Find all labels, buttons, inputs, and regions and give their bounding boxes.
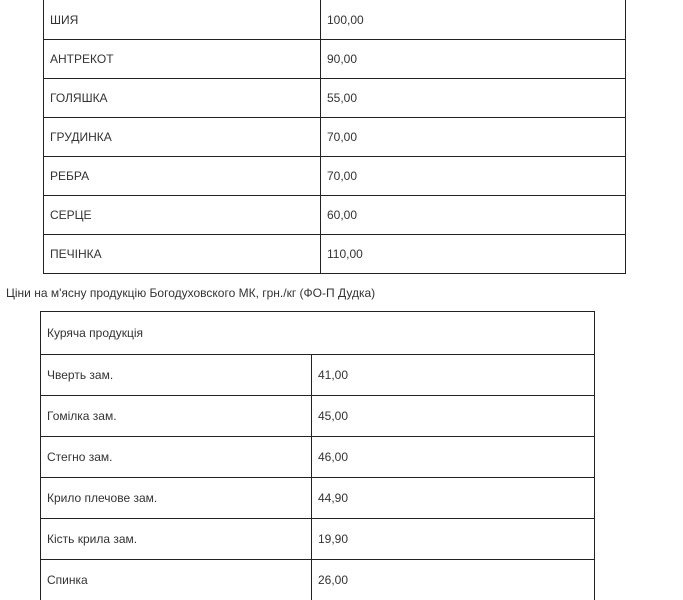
product-price-cell: 110,00	[321, 235, 626, 274]
chicken-products-header: Куряча продукція	[41, 312, 595, 355]
product-name-cell: ГРУДИНКА	[44, 118, 321, 157]
table-row	[44, 235, 626, 274]
product-name-cell: Крило плечове зам.	[41, 478, 312, 519]
beef-price-table	[43, 0, 626, 274]
product-price-cell: 70,00	[321, 118, 626, 157]
product-price-cell: 41,00	[312, 355, 595, 396]
table-row	[44, 0, 626, 40]
product-price-cell: 19,90	[312, 519, 595, 560]
price-list-caption: Ціни на м'ясну продукцію Богодуховского МК, грн./кг (ФО-П Дудка)	[6, 286, 376, 300]
table-row	[44, 40, 626, 79]
product-name-cell: Гомілка зам.	[41, 396, 312, 437]
product-name-cell: Кість крила зам.	[41, 519, 312, 560]
product-price-cell: 45,00	[312, 396, 595, 437]
product-name-cell: Спинка	[41, 560, 312, 600]
table-row	[41, 478, 595, 519]
product-price-cell: 70,00	[321, 157, 626, 196]
product-name-cell: АНТРЕКОТ	[44, 40, 321, 79]
table-row	[44, 157, 626, 196]
table-row	[44, 196, 626, 235]
product-price-cell: 55,00	[321, 79, 626, 118]
product-name-cell: Стегно зам.	[41, 437, 312, 478]
product-name-cell: ГОЛЯШКА	[44, 79, 321, 118]
table-row	[44, 79, 626, 118]
product-name-cell: ШИЯ	[44, 0, 321, 40]
product-price-cell: 46,00	[312, 437, 595, 478]
table-row	[41, 560, 595, 600]
product-price-cell: 100,00	[321, 0, 626, 40]
chicken-price-table	[40, 311, 595, 600]
product-name-cell: РЕБРА	[44, 157, 321, 196]
product-name-cell: Чверть зам.	[41, 355, 312, 396]
table-row	[41, 519, 595, 560]
product-price-cell: 26,00	[312, 560, 595, 600]
table-row	[44, 118, 626, 157]
table-row	[41, 437, 595, 478]
table-header-row	[41, 312, 595, 355]
product-price-cell: 60,00	[321, 196, 626, 235]
product-price-cell: 90,00	[321, 40, 626, 79]
product-name-cell: СЕРЦЕ	[44, 196, 321, 235]
product-name-cell: ПЕЧІНКА	[44, 235, 321, 274]
table-row	[41, 396, 595, 437]
product-price-cell: 44,90	[312, 478, 595, 519]
table-row	[41, 355, 595, 396]
